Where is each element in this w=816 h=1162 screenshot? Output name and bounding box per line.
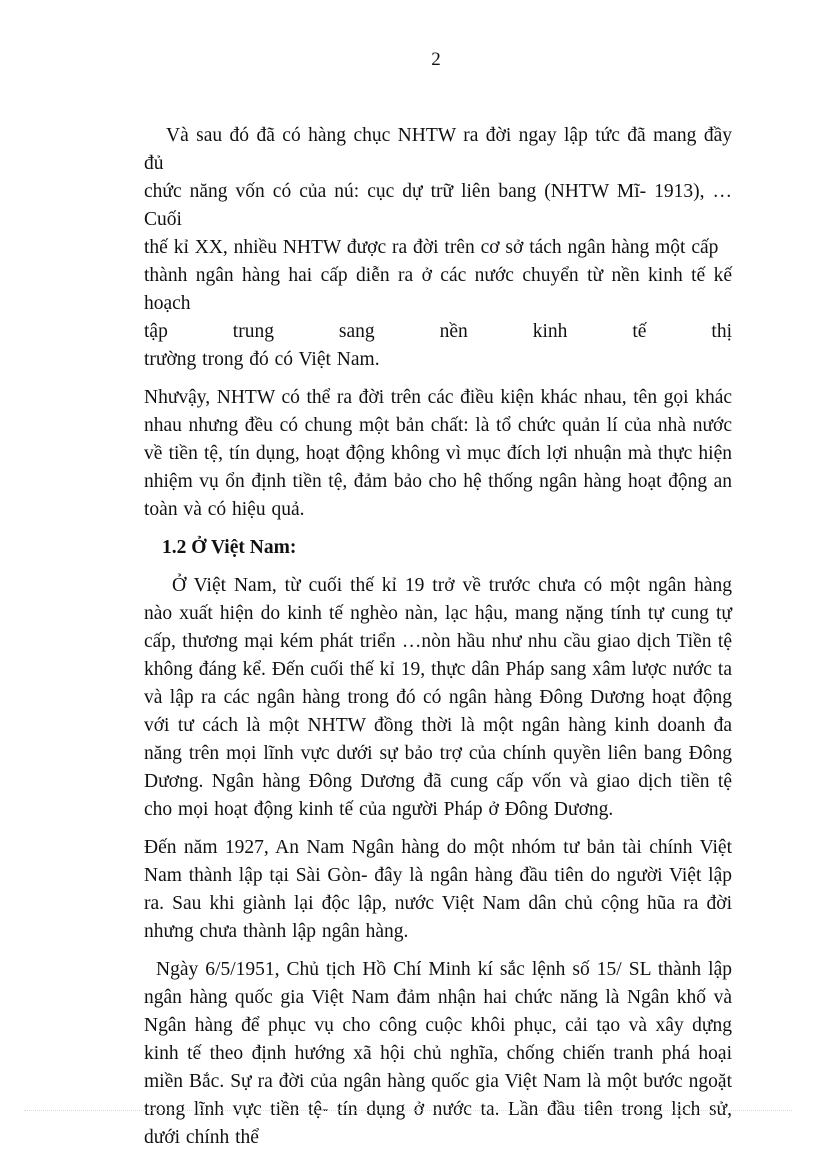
page-number: 2	[431, 49, 441, 70]
paragraph-1	[144, 122, 732, 374]
paragraph-1-line-6: trường trong đó có Việt Nam.	[144, 349, 380, 370]
paragraph-2: Nhưvậy, NHTW có thể ra đời trên các điều kiện khác nhau, tên gọi khác nhau nhưng đều có chung một bản chất: là tổ chức quản lí của nhà nước về tiền tệ, tín dụng, hoạt động không vì mục đích lợi nhuận mà thực hiện nhiệm vụ ổn định tiền tệ, đảm bảo cho hệ thống ngân hàng hoạt động an toàn và có hiệu quả.	[144, 387, 732, 520]
paragraph-1-line-1: Và sau đó đã có hàng chục NHTW ra đời ngay lập tức đã mang đầy đủ	[144, 125, 732, 174]
page-bottom-divider	[24, 1110, 792, 1111]
paragraph-1-line-3: thế kỉ XX, nhiều NHTW được ra đời trên cơ sở tách ngân hàng một cấp	[144, 237, 719, 258]
paragraph-5: Ngày 6/5/1951, Chủ tịch Hồ Chí Minh kí sắc lệnh số 15/ SL thành lập ngân hàng quốc gia Việt Nam đảm nhận hai chức năng là Ngân khố và Ngân hàng để phục vụ cho công cuộc khôi phục, cải tạo và xây dựng kinh tế theo định hướng xã hội chủ nghĩa, chống chiến tranh phá hoại miền Bắc. Sự ra đời của ngân hàng quốc gia Việt Nam là một bước ngoặt trong lĩnh vực tiền tệ- tín dụng ở nước ta. Lần đầu tiên trong lịch sử, dưới chính thể	[144, 959, 732, 1148]
document-body	[144, 122, 732, 1162]
paragraph-3: Ở Việt Nam, từ cuối thế kỉ 19 trở về trước chưa có một ngân hàng nào xuất hiện do kinh tế nghèo nàn, lạc hậu, mang nặng tính tự cung tự cấp, thương mại kém phát triển …nòn hầu như nhu cầu giao dịch Tiền tệ không đáng kể. Đến cuối thế kỉ 19, thực dân Pháp sang xâm lược nước ta và lập ra các ngân hàng trong đó có ngân hàng Đông Dương hoạt động với tư cách là một NHTW đồng thời là một ngân hàng kinh doanh đa năng trên mọi lĩnh vực dưới sự bảo trợ của chính quyền liên bang Đông Dương. Ngân hàng Đông Dương đã cung cấp vốn và giao dịch tiền tệ cho mọi hoạt động kinh tế của người Pháp ở Đông Dương.	[144, 575, 732, 820]
paragraph-1-line-5: tập trung sang nền kinh tế thị	[144, 321, 732, 342]
paragraph-4: Đến năm 1927, An Nam Ngân hàng do một nhóm tư bản tài chính Việt Nam thành lập tại Sài Gòn- đây là ngân hàng đầu tiên do người Việt lập ra. Sau khi giành lại độc lập, nước Việt Nam dân chủ cộng hũa ra đời nhưng chưa thành lập ngân hàng.	[144, 837, 732, 942]
paragraph-1-line-2: chức năng vốn có của nú: cục dự trữ liên bang (NHTW Mĩ- 1913), …Cuối	[144, 181, 732, 230]
paragraph-1-line-4: thành ngân hàng hai cấp diễn ra ở các nước chuyển từ nền kinh tế kế hoạch	[144, 265, 732, 314]
section-heading: 1.2 Ở Việt Nam:	[162, 537, 297, 558]
